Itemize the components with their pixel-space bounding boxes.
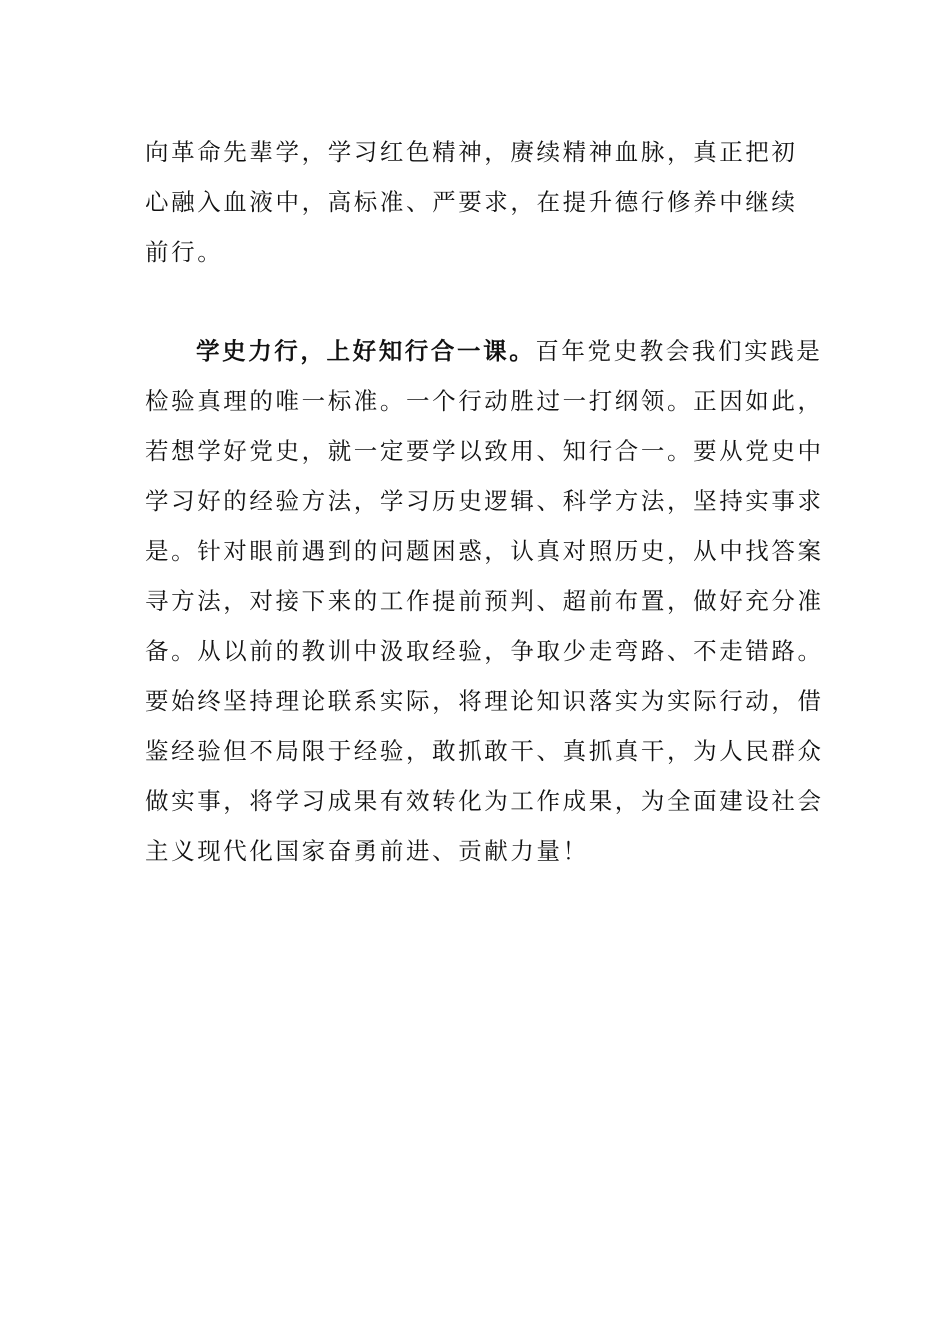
paragraph-2-first-line-text: 百年党史教会我们实践是 bbox=[535, 337, 823, 365]
paragraph-2-line: 若想学好党史，就一定要学以致用、知行合一。要从党史中 bbox=[145, 437, 824, 465]
paragraph-2-line: 检验真理的唯一标准。一个行动胜过一打纲领。正因如此， bbox=[145, 387, 824, 415]
paragraph-2-line: 主义现代化国家奋勇前进、贡献力量！ bbox=[145, 837, 589, 865]
paragraph-2 bbox=[145, 326, 824, 876]
paragraph-2-first-line bbox=[145, 326, 823, 376]
paragraph-1 bbox=[145, 127, 809, 277]
paragraph-2-line: 要始终坚持理论联系实际，将理论知识落实为实际行动，借 bbox=[145, 687, 824, 715]
paragraph-1-line: 心融入血液中，高标准、严要求，在提升德行修养中继续 bbox=[145, 188, 798, 216]
paragraph-2-line: 做实事，将学习成果有效转化为工作成果，为全面建设社会 bbox=[145, 787, 824, 815]
paragraph-2-line: 学习好的经验方法，学习历史逻辑、科学方法，坚持实事求 bbox=[145, 487, 824, 515]
paragraph-2-line: 鉴经验但不局限于经验，敢抓敢干、真抓真干，为人民群众 bbox=[145, 737, 824, 765]
paragraph-2-line: 寻方法，对接下来的工作提前预判、超前布置，做好充分准 bbox=[145, 587, 824, 615]
paragraph-2-line: 是。针对眼前遇到的问题困惑，认真对照历史，从中找答案 bbox=[145, 537, 824, 565]
paragraph-1-line: 向革命先辈学，学习红色精神，赓续精神血脉，真正把初 bbox=[145, 138, 798, 166]
paragraph-2-line: 备。从以前的教训中汲取经验，争取少走弯路、不走错路。 bbox=[145, 637, 824, 665]
paragraph-2-heading: 学史力行，上好知行合一课。 bbox=[196, 337, 536, 365]
paragraph-1-line: 前行。 bbox=[145, 238, 224, 266]
